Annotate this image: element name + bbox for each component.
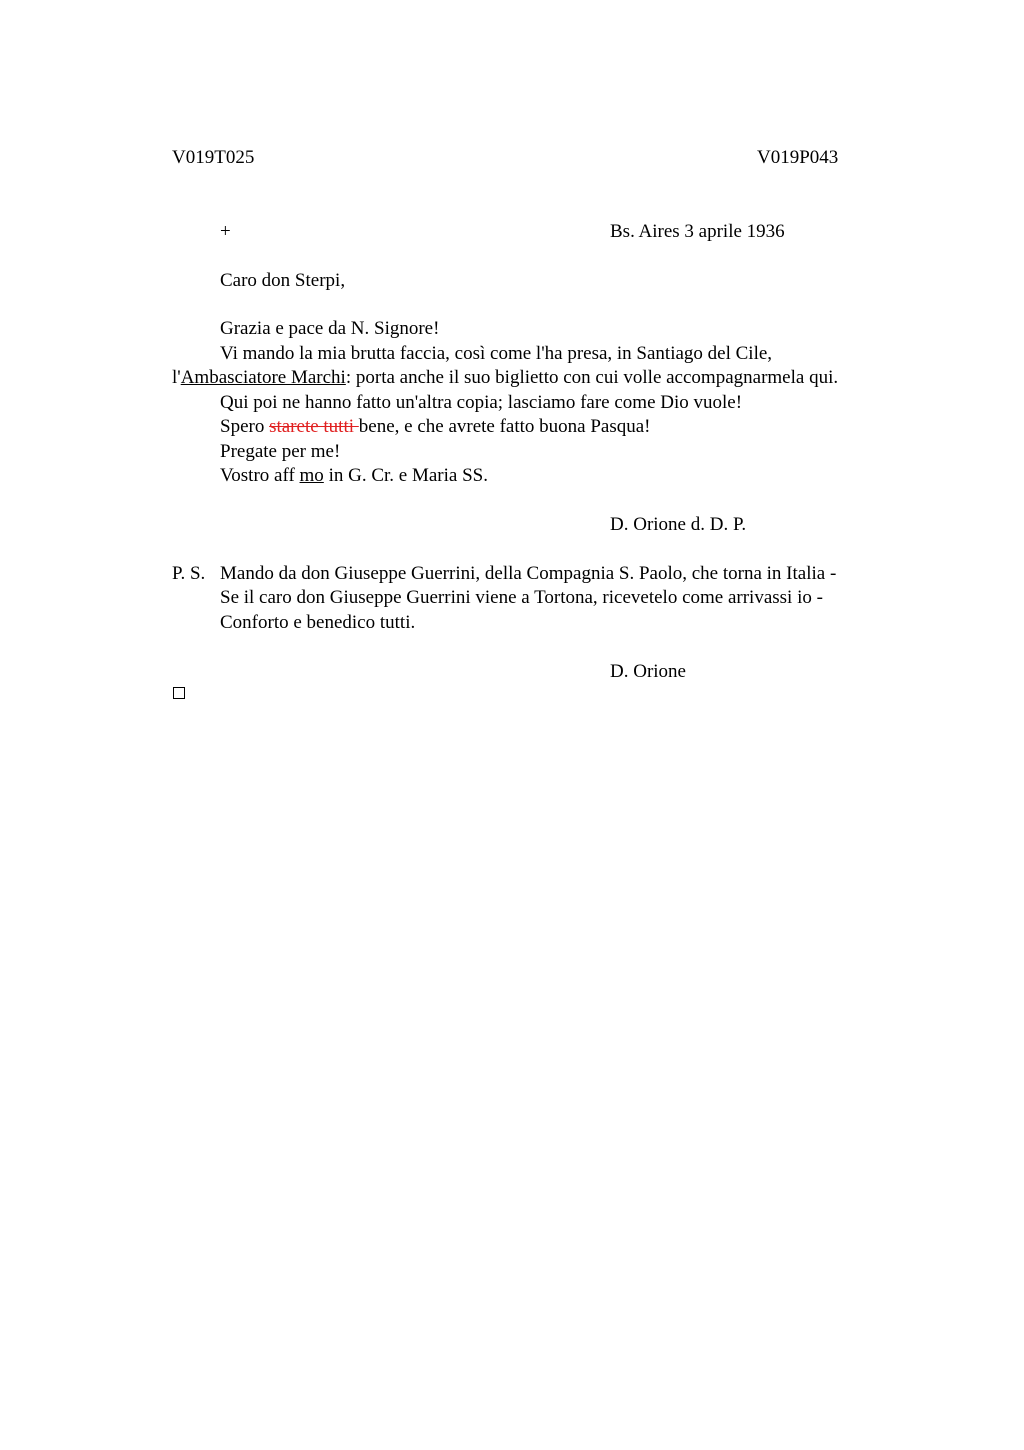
letter-signature: D. Orione d. D. P. xyxy=(610,514,747,535)
greeting: Grazia e pace da N. Signore! xyxy=(220,318,440,339)
body-line-5: Pregate per me! xyxy=(220,441,341,462)
body-line-3: Qui poi ne hanno fatto un'altra copia; lasciamo fare come Dio vuole! xyxy=(220,392,743,413)
salutation: Caro don Sterpi, xyxy=(220,270,346,291)
header-right-code: V019P043 xyxy=(757,147,839,168)
header-left-code: V019T025 xyxy=(172,147,255,168)
body-line-6-suffix: in G. Cr. e Maria SS. xyxy=(323,465,488,486)
underlined-superscript-mo: mo xyxy=(299,465,324,486)
body-line-1: Vi mando la mia brutta faccia, così come l'ha presa, in Santiago del Cile, xyxy=(220,343,773,364)
cross-symbol: + xyxy=(220,221,231,242)
place-date: Bs. Aires 3 aprile 1936 xyxy=(610,221,785,242)
body-line-4-prefix: Spero xyxy=(220,416,270,437)
ps-line-1: Mando da don Giuseppe Guerrini, della Compagnia S. Paolo, che torna in Italia - xyxy=(220,563,837,584)
body-line-2 xyxy=(172,366,838,390)
body-line-2-prefix: l' xyxy=(172,367,181,388)
ps-line-3: Conforto e benedico tutti. xyxy=(220,612,416,633)
ps-label: P. S. xyxy=(172,563,206,584)
body-line-6-prefix: Vostro aff xyxy=(220,465,300,486)
empty-square-icon xyxy=(173,687,185,699)
struck-text: starete tutti xyxy=(269,416,359,437)
body-line-2-suffix: : porta anche il suo biglietto con cui volle accompagnarmela qui. xyxy=(345,367,839,388)
body-line-6 xyxy=(220,464,488,488)
ps-line-2: Se il caro don Giuseppe Guerrini viene a Tortona, ricevetelo come arrivassi io - xyxy=(220,587,823,608)
ps-signature: D. Orione xyxy=(610,661,686,682)
body-line-4-suffix: bene, e che avrete fatto buona Pasqua! xyxy=(358,416,651,437)
body-line-4 xyxy=(220,415,651,439)
underlined-ambassador: Ambasciatore Marchi xyxy=(180,367,346,388)
